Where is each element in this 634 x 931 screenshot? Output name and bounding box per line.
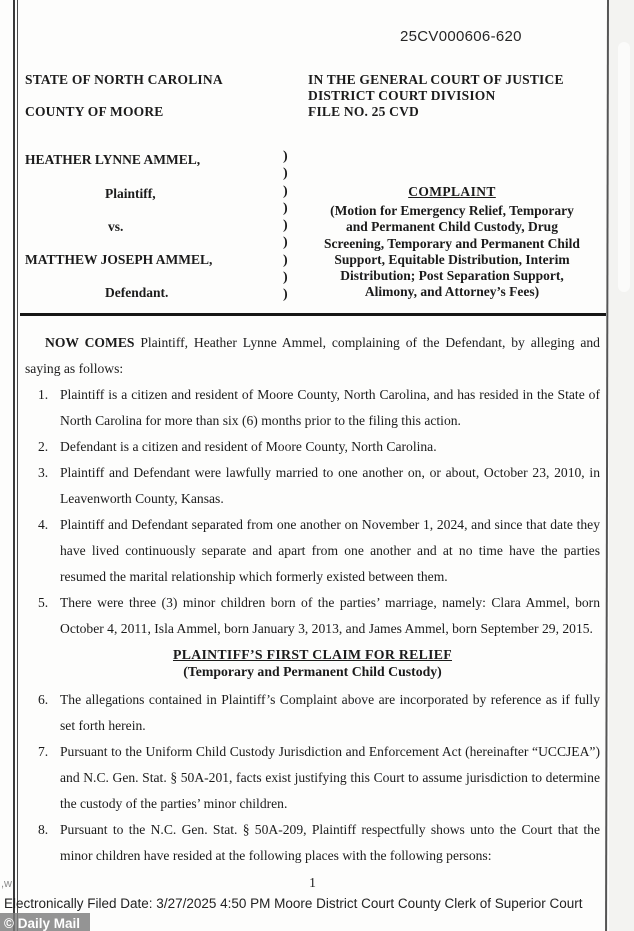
item-text: Plaintiff and Defendant were lawfully married to one another on, or about, October 23, 2010, in Leavenworth County, Kansas. — [60, 465, 600, 506]
item-text: Plaintiff is a citizen and resident of Moore County, North Carolina, and has resided in the State of North Carolina for more than six (6) months prior to the filing this action. — [60, 387, 600, 428]
opening-bold-phrase: NOW COMES — [45, 335, 135, 350]
title-subtitle-line: (Motion for Emergency Relief, Temporary — [330, 203, 574, 219]
title-subtitle-line: and Permanent Child Custody, Drug — [346, 219, 558, 235]
allegation-item-8 — [25, 817, 600, 869]
caption-defendant-name: MATTHEW JOSEPH AMMEL, — [25, 252, 213, 267]
title-subtitle-line: Distribution; Post Separation Support, — [340, 268, 564, 284]
allegation-item-3 — [25, 460, 600, 512]
paren: ) — [283, 218, 288, 234]
paren: ) — [283, 287, 288, 303]
scrollbar-thumb[interactable] — [618, 42, 630, 292]
caption-paren-column — [283, 148, 288, 304]
title-subtitle-line: Screening, Temporary and Permanent Child — [324, 235, 580, 251]
allegation-item-1 — [25, 382, 600, 434]
caption-versus: vs. — [108, 219, 124, 234]
caption-plaintiff-role: Plaintiff, — [105, 186, 156, 201]
item-text: Plaintiff and Defendant separated from one another on November 1, 2024, and since that date they have lived continuously separate and apart from one another and at no time have the parties resumed the marital relationship which formerly existed between them. — [60, 517, 600, 584]
paren: ) — [283, 183, 288, 199]
header-court-block — [308, 72, 608, 120]
claim-heading-subtitle: (Temporary and Permanent Child Custody) — [183, 663, 442, 679]
page-scan-left-edge-line — [13, 0, 15, 931]
daily-mail-watermark: © Daily Mail — [0, 913, 90, 931]
complaint-body — [25, 330, 600, 896]
item-number: 5. — [38, 595, 49, 610]
scan-edge-artifact-text: ,w — [1, 878, 12, 890]
case-number: 25CV000606-620 — [400, 28, 522, 45]
efiling-stamp: Electronically Filed Date: 3/27/2025 4:50 PM Moore District Court County Clerk of Superior Court — [4, 896, 583, 911]
item-text: Pursuant to the N.C. Gen. Stat. § 50A-209, Plaintiff respectfully shows unto the Court that the minor children have resided at the following places with the following persons: — [60, 822, 600, 863]
item-number: 8. — [38, 822, 49, 837]
header-file-no-line: FILE NO. 25 CVD — [308, 104, 420, 119]
title-subtitle-line: Alimony, and Attorney’s Fees) — [364, 284, 540, 300]
caption-pleading-title-block — [302, 184, 602, 300]
page-number: 1 — [309, 875, 316, 890]
paren: ) — [283, 200, 288, 216]
paren: ) — [283, 270, 288, 286]
item-number: 2. — [38, 439, 49, 454]
item-text: The allegations contained in Plaintiff’s Complaint above are incorporated by reference as if fully set forth herein. — [60, 692, 600, 733]
header-state: STATE OF NORTH CAROLINA — [25, 72, 223, 87]
claim-heading-title: PLAINTIFF’S FIRST CLAIM FOR RELIEF — [172, 647, 453, 662]
paren: ) — [283, 235, 288, 251]
item-number: 1. — [38, 387, 49, 402]
item-text: Defendant is a citizen and resident of Moore County, North Carolina. — [60, 439, 437, 454]
opening-paragraph — [25, 330, 600, 382]
item-number: 7. — [38, 744, 49, 759]
paren: ) — [283, 252, 288, 268]
allegation-item-4 — [25, 512, 600, 590]
item-text: Pursuant to the Uniform Child Custody Jurisdiction and Enforcement Act (hereinafter “UCCJEA”) and N.C. Gen. Stat. § 50A-201, facts exist justifying this Court to assume jurisdiction to determine the custody of the parties’ minor children. — [60, 744, 600, 811]
item-text: There were three (3) minor children born of the parties’ marriage, namely: Clara Ammel, born October 4, 2011, Isla Ammel, born January 3, 2013, and James Ammel, born September 29, 2015. — [60, 595, 600, 636]
item-number: 6. — [38, 692, 49, 707]
caption-defendant-role: Defendant. — [105, 285, 169, 300]
header-court-line: IN THE GENERAL COURT OF JUSTICE — [308, 72, 564, 87]
header-division-line: DISTRICT COURT DIVISION — [308, 88, 496, 103]
page-scan-left-edge-line-inner — [17, 0, 19, 931]
header-county: COUNTY OF MOORE — [25, 104, 164, 119]
paren: ) — [283, 149, 288, 164]
first-claim-heading — [25, 647, 600, 680]
item-number: 3. — [38, 465, 49, 480]
document-title: COMPLAINT — [408, 184, 496, 199]
caption-divider-rule — [20, 313, 606, 316]
caption-plaintiff-name: HEATHER LYNNE AMMEL, — [25, 152, 201, 167]
allegation-item-7 — [25, 739, 600, 817]
opening-text: Plaintiff, Heather Lynne Ammel, complaining of the Defendant, by alleging and saying as follows: — [25, 335, 600, 376]
paren: ) — [283, 166, 288, 182]
allegation-item-2 — [25, 434, 600, 460]
title-subtitle-line: Support, Equitable Distribution, Interim — [334, 251, 570, 267]
item-number: 4. — [38, 517, 49, 532]
allegation-item-6 — [25, 687, 600, 739]
allegation-item-5 — [25, 590, 600, 642]
